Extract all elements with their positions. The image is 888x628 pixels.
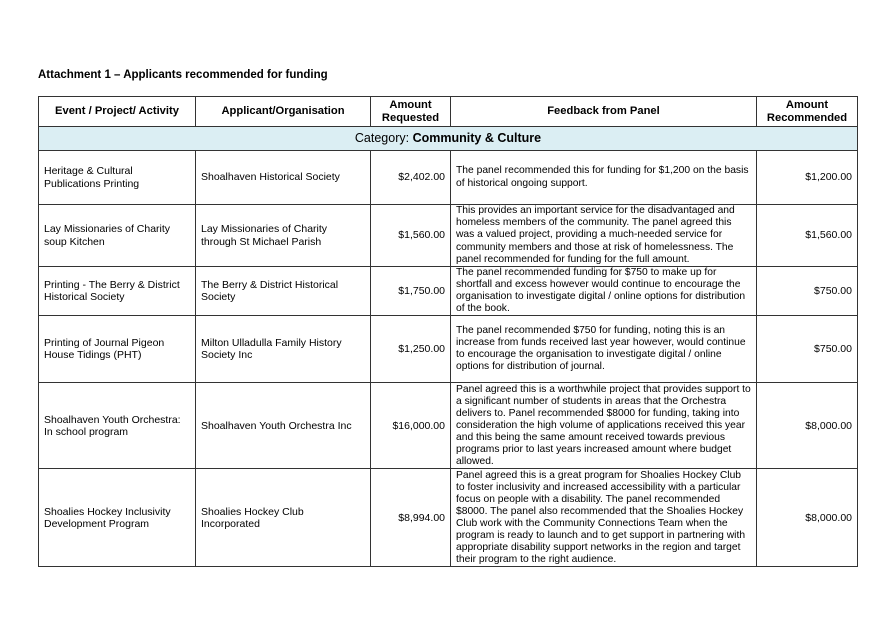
cell-requested: $8,994.00 xyxy=(371,469,451,567)
cell-event: Shoalies Hockey Inclusivity Development Program xyxy=(39,469,196,567)
header-applicant: Applicant/Organisation xyxy=(196,97,371,127)
cell-recommended: $750.00 xyxy=(757,267,858,316)
document-title: Attachment 1 – Applicants recommended for funding xyxy=(38,69,328,81)
cell-requested: $16,000.00 xyxy=(371,383,451,469)
cell-feedback: The panel recommended $750 for funding, noting this is an increase from funds received last year however, would continue to encourage the organisation to investigate digital / online options for distribution of journal. xyxy=(451,316,757,383)
cell-event: Printing - The Berry & District Historical Society xyxy=(39,267,196,316)
cell-feedback: The panel recommended funding for $750 to make up for shortfall and excess however would continue to encourage the organisation to investigate digital / online options for distribution of the book. xyxy=(451,267,757,316)
header-row xyxy=(39,97,858,127)
cell-applicant: The Berry & District Historical Society xyxy=(196,267,371,316)
header-feedback: Feedback from Panel xyxy=(451,97,757,127)
cell-event: Heritage & Cultural Publications Printing xyxy=(39,151,196,205)
cell-applicant: Shoalhaven Youth Orchestra Inc xyxy=(196,383,371,469)
category-cell xyxy=(39,127,858,151)
cell-feedback: This provides an important service for the disadvantaged and homeless members of the community. The panel agreed this was a valued project, providing a much-needed service for community members and those at risk of homelessness. The panel recommended for funding for the full amount. xyxy=(451,205,757,267)
cell-event: Shoalhaven Youth Orchestra: In school program xyxy=(39,383,196,469)
cell-applicant: Shoalhaven Historical Society xyxy=(196,151,371,205)
cell-recommended: $750.00 xyxy=(757,316,858,383)
cell-applicant: Lay Missionaries of Charity through St Michael Parish xyxy=(196,205,371,267)
cell-event: Printing of Journal Pigeon House Tidings (PHT) xyxy=(39,316,196,383)
funding-table xyxy=(38,96,858,567)
category-row xyxy=(39,127,858,151)
cell-feedback: Panel agreed this is a great program for Shoalies Hockey Club to foster inclusivity and increased accessibility with a particular focus on people with a disability. The panel recommended $8000. The panel also recommended that the Shoalies Hockey Club work with the Community Connections Team when the program is ready to launch and to get support in partnering with appropriate disability support networks in the region and target their program to the right audience. xyxy=(451,469,757,567)
cell-requested: $1,250.00 xyxy=(371,316,451,383)
table-row xyxy=(39,469,858,567)
category-prefix: Category: xyxy=(354,131,410,146)
table-row xyxy=(39,316,858,383)
cell-recommended: $8,000.00 xyxy=(757,383,858,469)
cell-recommended: $1,200.00 xyxy=(757,151,858,205)
cell-applicant: Shoalies Hockey Club Incorporated xyxy=(196,469,371,567)
header-event: Event / Project/ Activity xyxy=(39,97,196,127)
category-name: Community & Culture xyxy=(412,131,542,146)
cell-event: Lay Missionaries of Charity soup Kitchen xyxy=(39,205,196,267)
cell-requested: $2,402.00 xyxy=(371,151,451,205)
cell-feedback: Panel agreed this is a worthwhile project that provides support to a significant number of students in areas that the Orchestra delivers to. Panel recommended $8000 for funding, taking into consideration the high volume of applications received this year and this being the same amount received towards previous programs prior to last years increased amount where budget allowed. xyxy=(451,383,757,469)
cell-feedback: The panel recommended this for funding for $1,200 on the basis of historical ongoing support. xyxy=(451,151,757,205)
cell-applicant: Milton Ulladulla Family History Society Inc xyxy=(196,316,371,383)
header-requested: Amount Requested xyxy=(371,97,451,127)
table-row xyxy=(39,151,858,205)
table-row xyxy=(39,205,858,267)
cell-requested: $1,560.00 xyxy=(371,205,451,267)
table-row xyxy=(39,267,858,316)
table-row xyxy=(39,383,858,469)
cell-recommended: $8,000.00 xyxy=(757,469,858,567)
cell-requested: $1,750.00 xyxy=(371,267,451,316)
header-recommended: Amount Recommended xyxy=(757,97,858,127)
cell-recommended: $1,560.00 xyxy=(757,205,858,267)
